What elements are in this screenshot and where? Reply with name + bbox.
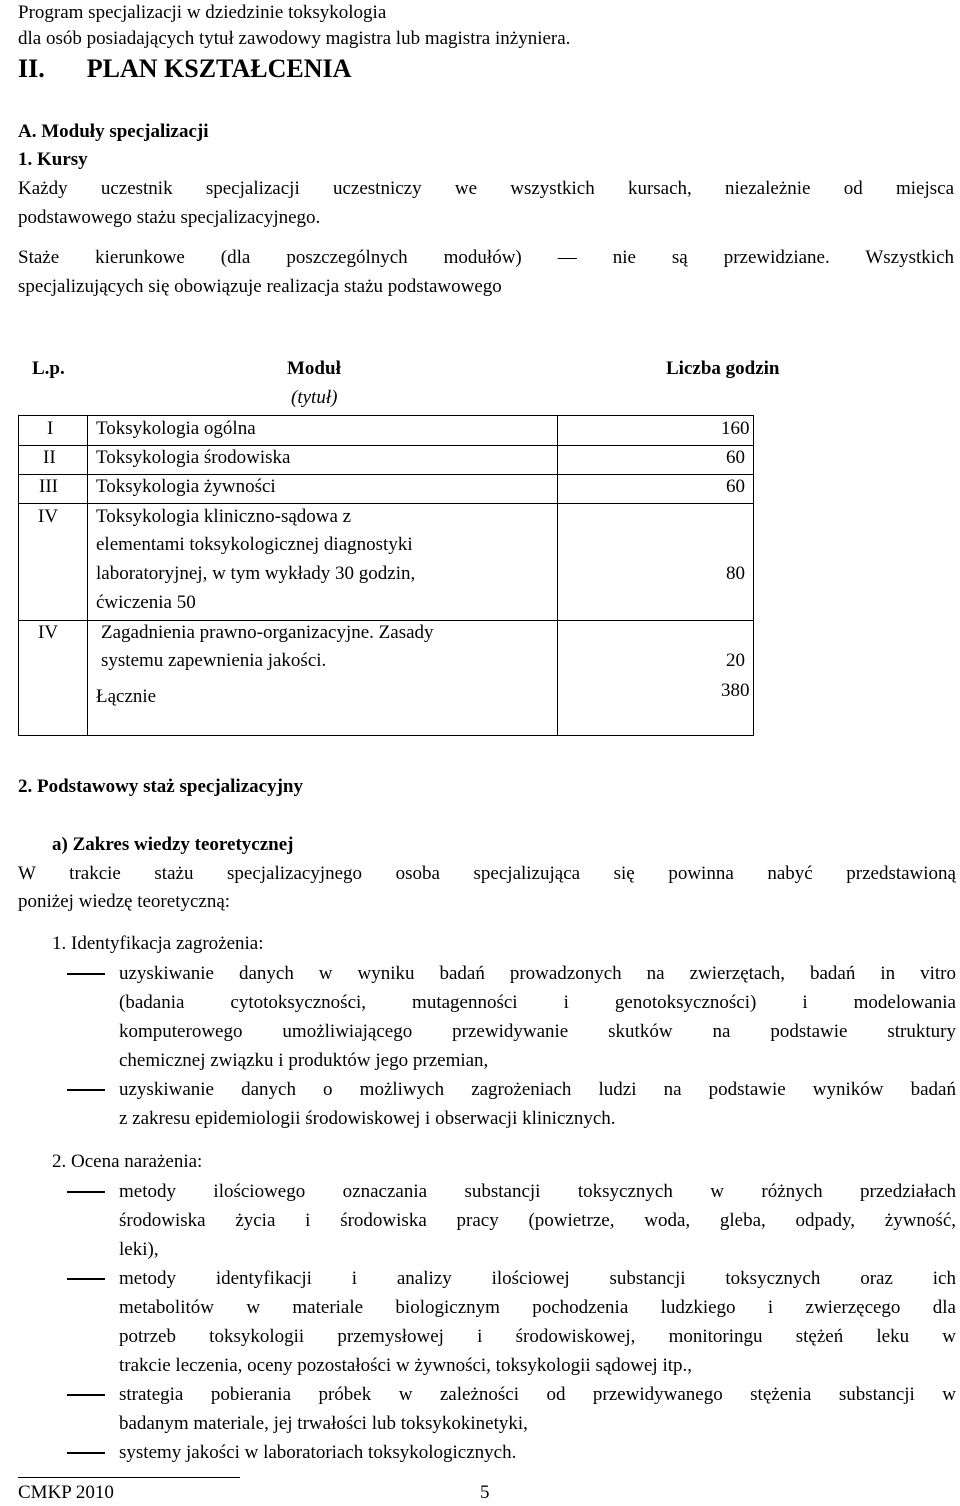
table-total-hours: 380 xyxy=(721,680,750,701)
dash-bullet-icon xyxy=(67,1089,105,1091)
table-total-label: Łącznie xyxy=(96,686,157,707)
table-header-hours: Liczba godzin xyxy=(666,358,780,379)
subsection-a-heading: A. Moduły specjalizacji xyxy=(18,121,209,142)
list-item-line: trakcie leczenia, oceny pozostałości w żywności, toksykologii sądowej itp., xyxy=(119,1355,693,1376)
list-item-line: (badania cytotoksyczności, mutagenności i genotoksyczności) i modelowania xyxy=(119,992,956,1013)
table-row-hours: 160 xyxy=(721,418,750,439)
list-item-line: uzyskiwanie danych o możliwych zagrożeniach ludzi na podstawie wyników badań xyxy=(119,1079,956,1100)
list-item-line: strategia pobierania próbek w zależności od przewidywanego stężenia substancji w xyxy=(119,1384,956,1405)
list-item-line: badanym materiale, jej trwałości lub toksykokinetyki, xyxy=(119,1413,528,1434)
courses-paragraph-line-1: Każdy uczestnik specjalizacji uczestniczy we wszystkich kursach, niezależnie od miejsca xyxy=(18,178,954,199)
table-row-module-line: elementami toksykologicznej diagnostyki xyxy=(96,534,413,555)
list-item-line: systemy jakości w laboratoriach toksykologicznych. xyxy=(119,1442,517,1463)
courses-paragraph-line-2: podstawowego stażu specjalizacyjnego. xyxy=(18,207,321,228)
table-row-lp: II xyxy=(43,447,56,468)
dash-bullet-icon xyxy=(67,1394,105,1396)
table-row-module-line: Toksykologia kliniczno-sądowa z xyxy=(96,506,352,527)
table-row-module-line: Zagadnienia prawno-organizacyjne. Zasady xyxy=(101,622,434,643)
list-2-heading: 2. Ocena narażenia: xyxy=(52,1151,203,1172)
section-title xyxy=(18,54,351,84)
table-header-module: Moduł xyxy=(287,358,341,379)
table-row-module: Toksykologia żywności xyxy=(96,476,276,497)
table-row-module-line: ćwiczenia 50 xyxy=(96,592,196,613)
intro-paragraph-line-1: W trakcie stażu specjalizacyjnego osoba specjalizująca się powinna nabyć przedstawioną xyxy=(18,863,956,884)
table-row-lp: IV xyxy=(38,622,59,643)
table-row-hours: 80 xyxy=(726,563,745,584)
list-item-line: chemicznej związku i produktów jego przemian, xyxy=(119,1050,489,1071)
list-item-line: komputerowego umożliwiającego przewidywanie skutków na podstawie struktury xyxy=(119,1021,956,1042)
table-row-module: Toksykologia środowiska xyxy=(96,447,291,468)
table-row-module: Toksykologia ogólna xyxy=(96,418,256,439)
dash-bullet-icon xyxy=(67,973,105,975)
header-line-1: Program specjalizacji w dziedzinie toksykologia xyxy=(18,2,387,23)
list-item-line: uzyskiwanie danych w wyniku badań prowadzonych na zwierzętach, badań in vitro xyxy=(119,963,956,984)
footer-code: CMKP 2010 xyxy=(18,1482,114,1503)
dash-bullet-icon xyxy=(67,1278,105,1280)
staz-paragraph-line-1: Staże kierunkowe (dla poszczególnych modułów) — nie są przewidziane. Wszystkich xyxy=(18,247,954,268)
table-row-hours: 60 xyxy=(726,447,745,468)
courses-heading: 1. Kursy xyxy=(18,149,88,170)
section-title-text: PLAN KSZTAŁCENIA xyxy=(86,54,352,83)
section-number: II. xyxy=(18,54,45,83)
table-row-lp: IV xyxy=(38,506,59,527)
list-1-heading: 1. Identyfikacja zagrożenia: xyxy=(52,933,264,954)
dash-bullet-icon xyxy=(67,1452,105,1454)
table-header-module-sub: (tytuł) xyxy=(291,387,338,408)
list-item-line: z zakresu epidemiologii środowiskowej i obserwacji klinicznych. xyxy=(119,1108,616,1129)
section-2-heading: 2. Podstawowy staż specjalizacyjny xyxy=(18,776,303,797)
intro-paragraph-line-2: poniżej wiedzę teoretyczną: xyxy=(18,891,231,912)
list-item-line: metody identyfikacji i analizy ilościowej substancji toksycznych oraz ich xyxy=(119,1268,956,1289)
list-item-line: środowiska życia i środowiska pracy (powietrze, woda, gleba, odpady, żywność, xyxy=(119,1210,956,1231)
header-line-2: dla osób posiadających tytuł zawodowy magistra lub magistra inżyniera. xyxy=(18,28,571,49)
table-row-module-line: laboratoryjnej, w tym wykłady 30 godzin, xyxy=(96,563,416,584)
subsection-a2-heading: a) Zakres wiedzy teoretycznej xyxy=(52,834,294,855)
staz-paragraph-line-2: specjalizujących się obowiązuje realizacja stażu podstawowego xyxy=(18,276,502,297)
list-item-line: leki), xyxy=(119,1239,159,1260)
list-item-line: potrzeb toksykologii przemysłowej i środowiskowej, monitoringu stężeń leku w xyxy=(119,1326,956,1347)
footer-rule xyxy=(18,1477,240,1478)
table-row-hours: 60 xyxy=(726,476,745,497)
table-row-lp: I xyxy=(47,418,54,439)
table-row-lp: III xyxy=(39,476,58,497)
table-header-lp: L.p. xyxy=(32,358,65,379)
dash-bullet-icon xyxy=(67,1191,105,1193)
table-row-hours: 20 xyxy=(726,650,745,671)
table-row-module-line: systemu zapewnienia jakości. xyxy=(101,650,327,671)
page-number: 5 xyxy=(480,1482,490,1503)
list-item-line: metabolitów w materiale biologicznym pochodzenia ludzkiego i zwierzęcego dla xyxy=(119,1297,956,1318)
list-item-line: metody ilościowego oznaczania substancji toksycznych w różnych przedziałach xyxy=(119,1181,956,1202)
